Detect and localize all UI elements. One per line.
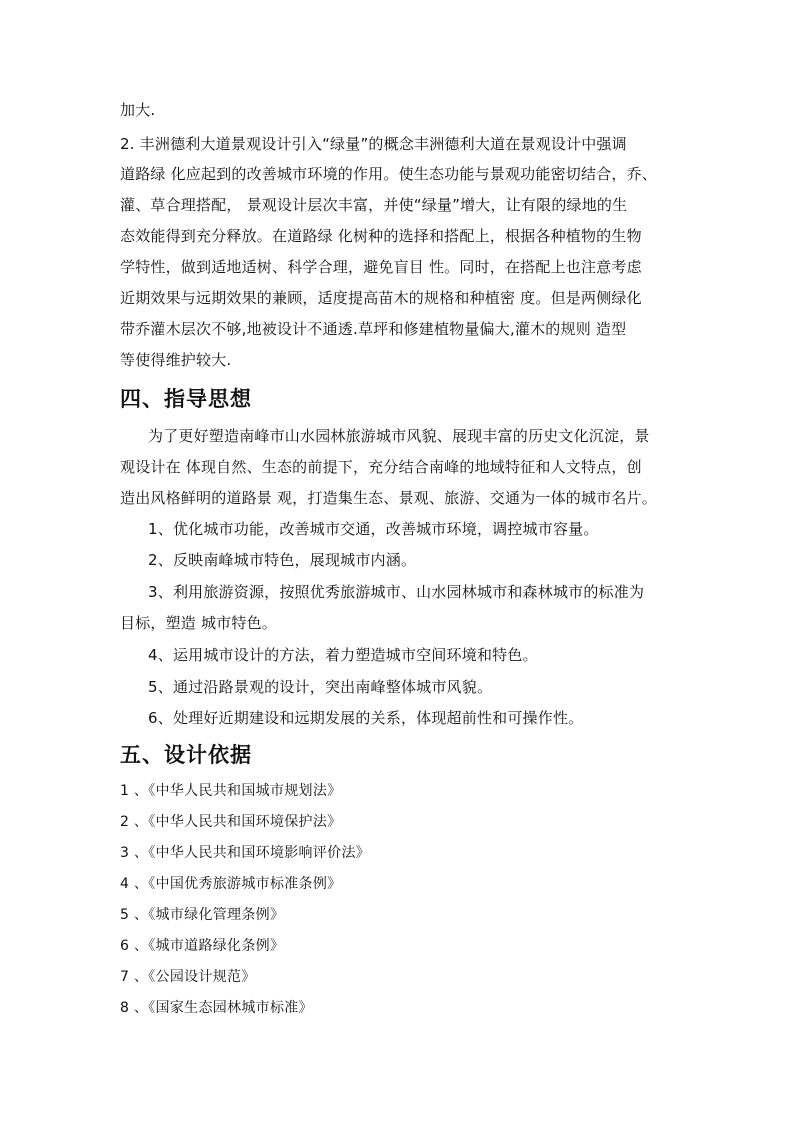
reference-item: 4 、《中国优秀旅游城市标准条例》 [120, 876, 342, 892]
reference-item: 8 、《国家生态园林城市标准》 [120, 1000, 313, 1016]
reference-item: 3 、《中华人民共和国环境影响评价法》 [120, 845, 371, 861]
reference-item: 5 、《城市绿化管理条例》 [120, 907, 285, 923]
guiding-point: 6、处理好近期建设和远期发展的关系，体现超前性和可操作性。 [148, 709, 584, 727]
guiding-point: 2、反映南峰城市特色，展现城市内涵。 [148, 551, 417, 569]
section4-intro-line: 为了更好塑造南峰市山水园林旅游城市风貌、展现丰富的历史文化沉淀，景 [148, 427, 650, 445]
item2-line: 道路绿 化应起到的改善城市环境的作用。使生态功能与景观功能密切结合，乔、 [120, 165, 657, 183]
guiding-point: 5、通过沿路景观的设计，突出南峰整体城市风貌。 [148, 678, 493, 696]
guiding-point-continuation: 目标，塑造 城市特色。 [120, 614, 277, 632]
paragraph-continuation: 加大. [120, 101, 156, 119]
reference-item: 7 、《公园设计规范》 [120, 969, 256, 985]
item2-line: 近期效果与远期效果的兼顾，适度提高苗木的规格和种植密 度。但是两侧绿化 [120, 289, 642, 307]
reference-item: 2 、《中华人民共和国环境保护法》 [120, 814, 342, 830]
reference-item: 6 、《城市道路绿化条例》 [120, 938, 285, 954]
item2-line: 等使得维护较大. [120, 351, 232, 369]
reference-item: 1 、《中华人民共和国城市规划法》 [120, 783, 342, 799]
guiding-point: 1、优化城市功能，改善城市交通，改善城市环境，调控城市容量。 [148, 520, 599, 538]
section4-intro-line: 造出风格鲜明的道路景 观，打造集生态、景观、旅游、交通为一体的城市名片。 [120, 489, 657, 507]
guiding-point: 4、运用城市设计的方法，着力塑造城市空间环境和特色。 [148, 646, 538, 664]
section4-intro-line: 观设计在 体现自然、生态的前提下，充分结合南峰的地域特征和人文特点，创 [120, 458, 642, 476]
section-heading-design-basis: 五、设计依据 [120, 743, 252, 767]
item2-line: 2. 丰洲德利大道景观设计引入“绿量”的概念丰洲德利大道在景观设计中强调 [120, 135, 627, 153]
item2-line: 带乔灌木层次不够,地被设计不通透.草坪和修建植物量偏大,灌木的规则 造型 [120, 320, 627, 338]
item2-line: 学特性，做到适地适树、科学合理，避免盲目 性。同时，在搭配上也注意考虑 [120, 258, 642, 276]
guiding-point: 3、利用旅游资源，按照优秀旅游城市、山水园林城市和森林城市的标准为 [148, 583, 645, 601]
item2-line: 态效能得到充分释放。在道路绿 化树种的选择和搭配上，根据各种植物的生物 [120, 227, 642, 245]
section-heading-guiding-ideas: 四、指导思想 [120, 387, 252, 411]
item2-line: 灌、草合理搭配， 景观设计层次丰富，并使“绿量”增大，让有限的绿地的生 [120, 196, 628, 214]
